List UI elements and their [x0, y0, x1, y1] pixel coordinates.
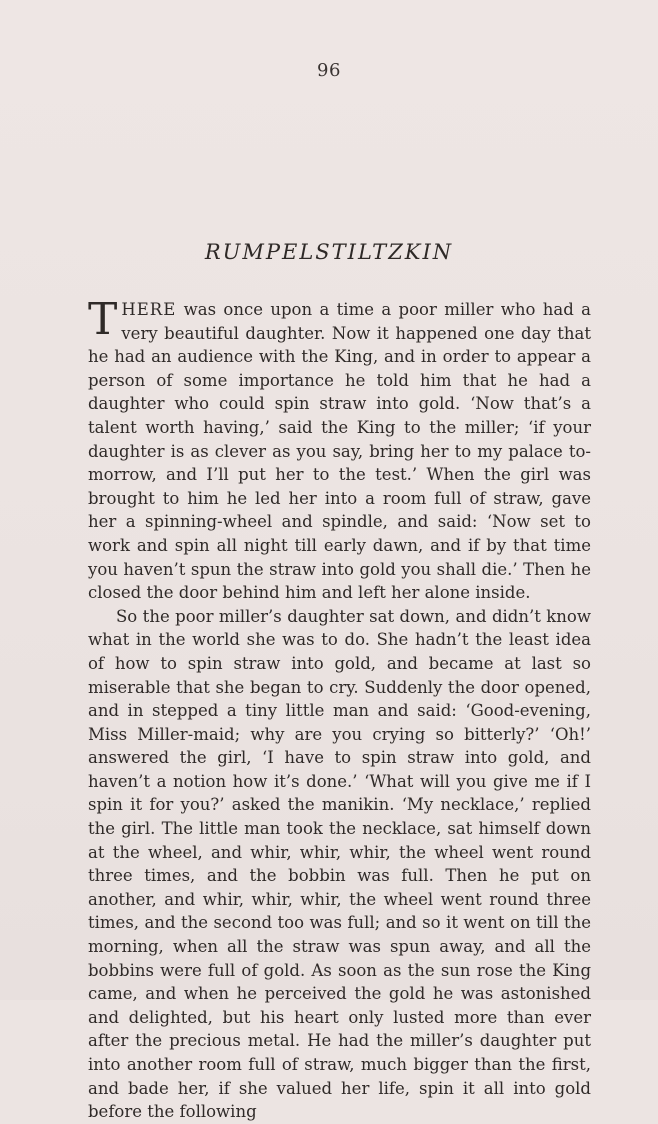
first-word-rest: HERE	[121, 300, 177, 319]
drop-cap: T	[88, 294, 118, 345]
paragraph-1	[88, 294, 591, 605]
paragraph-1-text: was once upon a time a poor miller who had a very beautiful daughter. Now it happened one day that he had an audience with the King, and in order to appear a person of some importance he told him that he had a daughter who could spin straw into gold. ‘Now that’s a talent worth having,’ said the King to the miller; ‘if your daughter is as clever as you say, bring her to my palace to-morrow, and I’ll put her to the test.’ When the girl was brought to him he led her into a room full of straw, gave her a spinning-wheel and spindle, and said: ‘Now set to work and spin all night till early dawn, and if by that time you haven’t spun the straw into gold you shall die.’ Then he closed the door behind him and left her alone inside.	[88, 300, 591, 603]
story-title: RUMPELSTILTZKIN	[204, 240, 454, 264]
page-number: 96	[317, 60, 341, 81]
paragraph-2: So the poor miller’s daughter sat down, and didn’t know what in the world she was to do. She hadn’t the least idea of how to spin straw into gold, and became at last so miserable that she began to cry. Suddenly the door opened, and in stepped a tiny little man and said: ‘Good-evening, Miss Miller-maid; why are you crying so bitterly?’ ‘Oh!’ answered the girl, ‘I have to spin straw into gold, and haven’t a notion how it’s done.’ ‘What will you give me if I spin it for you?’ asked the manikin. ‘My necklace,’ replied the girl. The little man took the necklace, sat himself down at the wheel, and whir, whir, whir, the wheel went round three times, and the bobbin was full. Then he put on another, and whir, whir, whir, the wheel went round three times, and the second too was full; and so it went on till the morning, when all the straw was spun away, and all the bobbins were full of gold. As soon as the sun rose the King came, and when he perceived the gold he was astonished and delighted, but his heart only lusted more than ever after the precious metal. He had the miller’s daughter put into another room full of straw, much bigger than the first, and bade her, if she valued her life, spin it all into gold before the following	[88, 606, 591, 1122]
